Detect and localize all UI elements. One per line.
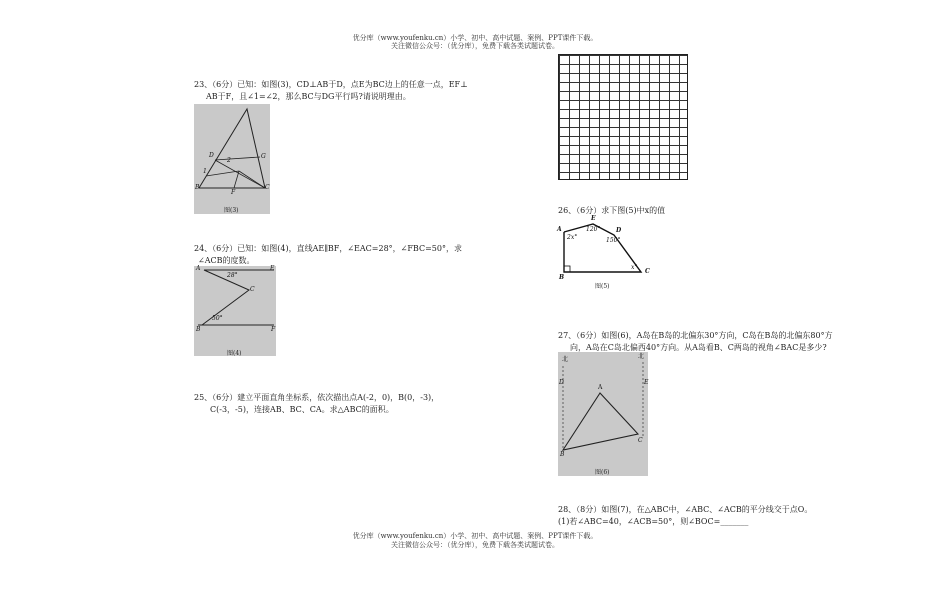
figure-6-caption: 图(6) (595, 469, 610, 476)
figure-3 (194, 104, 270, 214)
question-25 (194, 392, 439, 416)
fig6-label-north-right: 北 (638, 353, 645, 360)
question-23-line-1: 23、（6分）已知：如图(3)，CD⊥AB于D，点E为BC边上的任意一点，EF⊥ (194, 80, 468, 89)
fig5-label-a: A (557, 226, 562, 233)
question-23-line-2: AB于F，且∠1=∠2，那么BC与DG平行吗?请说明理由。 (206, 92, 411, 101)
fig3-label-1: 1 (203, 168, 207, 175)
question-27-line-1: 27、（6分）如图(6)，A岛在B岛的北偏东30°方向，C岛在B岛的北偏东80°方 (558, 331, 833, 340)
question-26 (558, 205, 665, 217)
question-24-line-2: ∠ACB的度数。 (198, 256, 255, 265)
figure-5-drawing (557, 218, 657, 288)
question-27-line-2: 向，A岛在C岛北偏西40°方向。从A岛看B、C两岛的视角∠BAC是多少? (570, 343, 827, 352)
figure-3-drawing (194, 104, 270, 214)
question-25-line-2: C(-3，-5)，连接AB、BC、CA。求△ABC的面积。 (210, 405, 394, 414)
figure-3-caption: 图(3) (224, 207, 239, 214)
fig3-label-f: F (231, 189, 236, 196)
fig4-label-a: A (196, 265, 201, 272)
fig4-label-f: F (271, 326, 276, 333)
question-24 (194, 243, 462, 267)
question-26-line-1: 26、（6分）求下图(5)中x的值 (558, 206, 666, 215)
question-23 (194, 79, 468, 103)
question-28-line-2: (1)若∠ABC=40，∠ACB=50°，则∠BOC=_______ (558, 517, 749, 526)
fig6-label-b: B (560, 451, 565, 458)
fig6-label-d: D (559, 379, 564, 386)
fig5-label-d: D (616, 227, 622, 234)
fig6-label-e: E (644, 379, 649, 386)
fig4-label-b: B (196, 326, 201, 333)
figure-5 (557, 215, 657, 290)
coordinate-grid (558, 54, 688, 180)
fig3-label-2: 2 (227, 157, 231, 164)
fig5-label-c: C (645, 268, 650, 275)
footer-line-1: 优分库（www.youfenku.cn）小学、初中、高中试题、案例、PPT课件下载。 (352, 532, 598, 540)
figure-4-caption: 图(4) (227, 350, 242, 357)
fig3-label-g: G (261, 153, 266, 160)
question-28-line-1: 28、（8分）如图(7)，在△ABC中，∠ABC、∠ACB的平分线交于点O。 (558, 505, 813, 514)
fig3-label-d: D (209, 152, 214, 159)
fig5-label-120: 120° (586, 226, 601, 233)
fig6-label-a: A (598, 384, 603, 391)
header-line-1: 优分库（www.youfenku.cn）小学、初中、高中试题、案例、PPT课件下载。 (352, 34, 598, 42)
figure-4-drawing (194, 266, 276, 356)
header-line-2: 关注微信公众号：（优分库），免费下载各类试题试卷。 (391, 42, 559, 50)
fig6-label-c: C (638, 437, 643, 444)
figure-6 (558, 352, 648, 476)
question-25-line-1: 25、（6分）建立平面直角坐标系，依次描出点A(-2，0)，B(0，-3)， (194, 393, 440, 402)
fig5-label-x: x° (631, 264, 638, 271)
footer-line-2: 关注微信公众号：（优分库），免费下载各类试题试卷。 (391, 541, 559, 549)
fig5-label-b: B (559, 274, 565, 281)
fig5-label-150: 150° (606, 237, 621, 244)
fig4-label-28: 28° (227, 272, 238, 279)
fig3-label-c: C (265, 184, 270, 191)
question-24-line-1: 24、（6分）已知：如图(4)，直线AE∥BF，∠EAC=28°，∠FBC=50°，求 (194, 244, 462, 253)
fig3-label-b: B (195, 184, 200, 191)
fig5-label-e: E (591, 215, 596, 222)
figure-4 (194, 266, 276, 356)
fig6-label-north-left: 北 (562, 356, 569, 363)
fig4-label-e: E (270, 265, 275, 272)
fig4-label-c: C (250, 286, 255, 293)
fig5-label-2x: 2x° (567, 234, 578, 241)
figure-6-drawing (558, 352, 648, 476)
figure-5-caption: 图(5) (595, 283, 610, 290)
question-27 (558, 330, 833, 354)
question-28 (558, 504, 812, 528)
fig4-label-50: 50° (212, 315, 223, 322)
